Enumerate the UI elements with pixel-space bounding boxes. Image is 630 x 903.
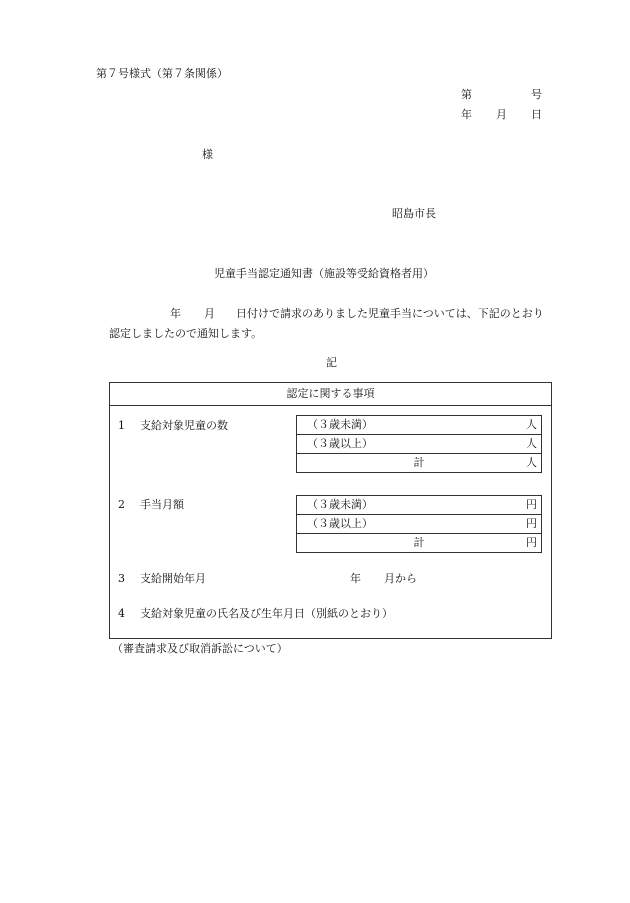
row-unit: 円 [526,498,537,511]
item1-number: 1 [118,419,125,432]
row-label: （３歳未満） [307,418,373,431]
item4-number: 4 [118,607,125,620]
date-month: 月 [496,108,507,121]
total-unit: 円 [526,536,537,549]
table-cell [297,534,542,553]
total-unit: 人 [526,456,537,469]
total-label: 計 [413,536,425,549]
item4-label: 支給対象児童の氏名及び生年月日（別紙のとおり） [140,607,393,620]
document-title: 児童手当認定通知書（施設等受給資格者用） [214,267,434,280]
ki-heading: 記 [326,356,337,369]
date-year: 年 [461,108,472,121]
table-row [297,416,542,435]
body-year: 年 [170,307,181,320]
date-day: 日 [531,108,542,121]
doc-number-prefix: 第 [461,88,472,101]
table-row [297,515,542,534]
row-unit: 円 [526,517,537,530]
item1-label: 支給対象児童の数 [140,419,228,432]
table-row [297,496,542,515]
row-unit: 人 [526,418,537,431]
row-unit: 人 [526,437,537,450]
table-row [297,534,542,553]
total-label: 計 [413,456,425,469]
table-cell [297,496,542,515]
body-month: 月 [204,307,215,320]
form-label: 第７号様式（第７条関係） [96,67,228,80]
doc-number-suffix: 号 [531,88,542,101]
table-cell [297,435,542,454]
item3-month-from: 月から [384,572,417,585]
row-label: （３歳以上） [307,517,373,530]
box-heading: 認定に関する事項 [110,383,551,406]
item2-label: 手当月額 [140,498,184,511]
item3-label: 支給開始年月 [140,572,206,585]
table-cell [297,416,542,435]
item2-number: 2 [118,498,125,511]
table-cell [297,454,542,473]
body-line1: 日付けで請求のありました児童手当については、下記のとおり [236,307,544,320]
item3-number: 3 [118,572,125,585]
footer-note: （審査請求及び取消訴訟について） [112,642,288,655]
children-count-table [296,415,542,473]
row-label: （３歳以上） [307,437,373,450]
item3-year: 年 [350,572,361,585]
issuer: 昭島市長 [392,207,436,220]
table-row [297,454,542,473]
monthly-amount-table [296,495,542,553]
table-cell [297,515,542,534]
certification-box [109,382,552,639]
row-label: （３歳未満） [307,498,373,511]
table-row [297,435,542,454]
body-line2: 認定しましたので通知します。 [109,327,263,340]
addressee-suffix: 様 [202,148,213,161]
